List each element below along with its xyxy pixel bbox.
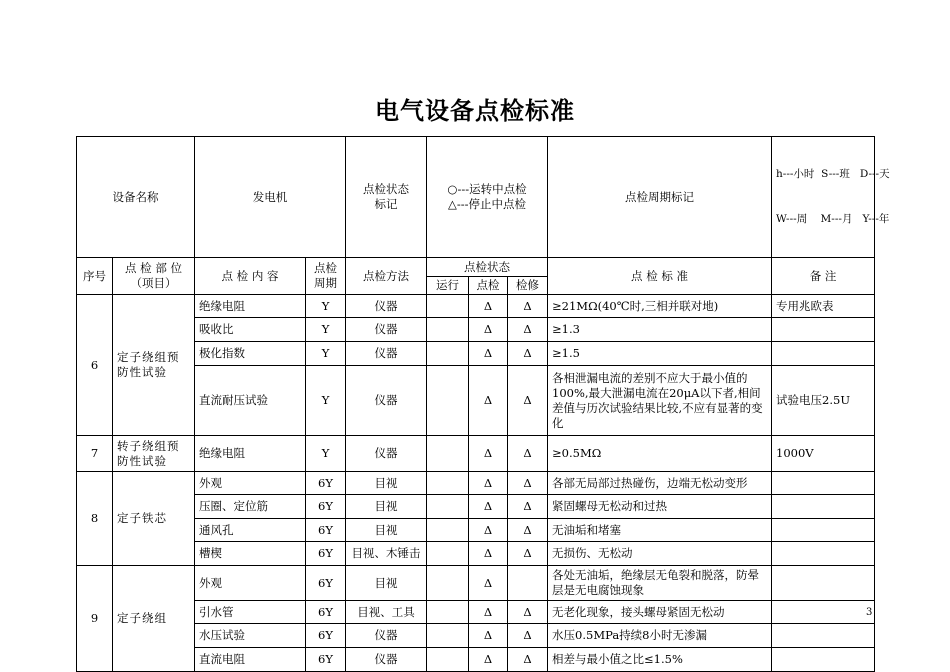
col-part: 点 检 部 位 （项目） xyxy=(113,258,195,295)
remark-cell xyxy=(772,566,875,601)
col-standard: 点 检 标 准 xyxy=(548,258,772,295)
col-seq: 序号 xyxy=(77,258,113,295)
part-cell: 定子铁芯 xyxy=(113,472,195,566)
state-repair-cell: Δ xyxy=(508,542,548,566)
state-mark-values: ○---运转中点检 △---停止中点检 xyxy=(427,137,548,258)
state-run-cell xyxy=(427,624,469,648)
state-check-cell: Δ xyxy=(469,566,508,601)
state-run-cell xyxy=(427,519,469,542)
standard-cell: 相差与最小值之比≤1.5% xyxy=(548,648,772,672)
state-check-cell: Δ xyxy=(469,495,508,519)
content-cell: 引水管 xyxy=(195,601,306,624)
device-name-label: 设备名称 xyxy=(77,137,195,258)
cycle-mark-label: 点检周期标记 xyxy=(548,137,772,258)
content-cell: 通风孔 xyxy=(195,519,306,542)
method-cell: 仪器 xyxy=(346,342,427,366)
standard-cell: 各处无油垢，绝缘层无龟裂和脱落，防晕层是无电腐蚀现象 xyxy=(548,566,772,601)
cycle-cell: 6Y xyxy=(306,472,346,495)
cycle-cell: Y xyxy=(306,436,346,472)
standard-cell: ≥0.5MΩ xyxy=(548,436,772,472)
state-check-cell: Δ xyxy=(469,519,508,542)
remark-cell xyxy=(772,472,875,495)
remark-cell xyxy=(772,318,875,342)
remark-cell xyxy=(772,519,875,542)
cycle-cell: 6Y xyxy=(306,542,346,566)
method-cell: 目视、木锤击 xyxy=(346,542,427,566)
state-check-cell: Δ xyxy=(469,648,508,672)
table-row xyxy=(77,436,875,472)
seq-cell: 9 xyxy=(77,566,113,672)
state-check-cell: Δ xyxy=(469,318,508,342)
state-run-cell xyxy=(427,342,469,366)
state-check-cell: Δ xyxy=(469,472,508,495)
state-repair-cell xyxy=(508,566,548,601)
content-cell: 直流电阻 xyxy=(195,648,306,672)
table-row xyxy=(77,601,875,624)
method-cell: 目视 xyxy=(346,566,427,601)
remark-cell: 专用兆欧表 xyxy=(772,295,875,318)
standard-cell: 紧固螺母无松动和过热 xyxy=(548,495,772,519)
table-row xyxy=(77,648,875,672)
method-cell: 目视 xyxy=(346,495,427,519)
col-state-run: 运行 xyxy=(427,277,469,295)
method-cell: 目视 xyxy=(346,472,427,495)
state-repair-cell: Δ xyxy=(508,342,548,366)
state-check-cell: Δ xyxy=(469,295,508,318)
cycle-cell: Y xyxy=(306,295,346,318)
state-mark-label: 点检状态 标记 xyxy=(346,137,427,258)
table-row xyxy=(77,318,875,342)
cycle-mark-values: h---小时 S---班 D---天 W---周 M---月 Y---年 xyxy=(772,137,875,258)
seq-cell: 7 xyxy=(77,436,113,472)
table-row xyxy=(77,472,875,495)
remark-cell xyxy=(772,495,875,519)
method-cell: 仪器 xyxy=(346,318,427,342)
remark-cell xyxy=(772,342,875,366)
remark-cell: 1000V xyxy=(772,436,875,472)
col-state-check: 点检 xyxy=(469,277,508,295)
cycle-cell: 6Y xyxy=(306,648,346,672)
method-cell: 仪器 xyxy=(346,648,427,672)
state-repair-cell: Δ xyxy=(508,472,548,495)
state-run-cell xyxy=(427,436,469,472)
state-run-cell xyxy=(427,566,469,601)
state-check-cell: Δ xyxy=(469,436,508,472)
content-cell: 外观 xyxy=(195,472,306,495)
state-repair-cell: Δ xyxy=(508,436,548,472)
cycle-cell: Y xyxy=(306,342,346,366)
state-repair-cell: Δ xyxy=(508,519,548,542)
content-cell: 直流耐压试验 xyxy=(195,366,306,436)
method-cell: 仪器 xyxy=(346,624,427,648)
state-repair-cell: Δ xyxy=(508,495,548,519)
content-cell: 绝缘电阻 xyxy=(195,295,306,318)
state-repair-cell: Δ xyxy=(508,601,548,624)
table-row xyxy=(77,366,875,436)
state-check-cell: Δ xyxy=(469,342,508,366)
method-cell: 仪器 xyxy=(346,295,427,318)
method-cell: 目视 xyxy=(346,519,427,542)
part-cell: 转子绕组预 防性试验 xyxy=(113,436,195,472)
table-row xyxy=(77,342,875,366)
method-cell: 目视、工具 xyxy=(346,601,427,624)
standard-cell: ≥1.5 xyxy=(548,342,772,366)
method-cell: 仪器 xyxy=(346,436,427,472)
cycle-cell: 6Y xyxy=(306,495,346,519)
state-check-cell: Δ xyxy=(469,366,508,436)
method-cell: 仪器 xyxy=(346,366,427,436)
cycle-cell: 6Y xyxy=(306,601,346,624)
remark-cell: 试验电压2.5U xyxy=(772,366,875,436)
state-run-cell xyxy=(427,601,469,624)
standard-cell: ≥21MΩ(40℃时,三相并联对地) xyxy=(548,295,772,318)
content-cell: 外观 xyxy=(195,566,306,601)
state-repair-cell: Δ xyxy=(508,648,548,672)
table-row xyxy=(77,624,875,648)
col-state-repair: 检修 xyxy=(508,277,548,295)
cycle-cell: 6Y xyxy=(306,624,346,648)
state-run-cell xyxy=(427,472,469,495)
content-cell: 水压试验 xyxy=(195,624,306,648)
table-row xyxy=(77,295,875,318)
seq-cell: 6 xyxy=(77,295,113,436)
seq-cell: 8 xyxy=(77,472,113,566)
table-row xyxy=(77,495,875,519)
remark-cell xyxy=(772,624,875,648)
state-run-cell xyxy=(427,366,469,436)
state-check-cell: Δ xyxy=(469,624,508,648)
remark-cell xyxy=(772,648,875,672)
standard-cell: 无老化现象，接头螺母紧固无松动 xyxy=(548,601,772,624)
col-content: 点 检 内 容 xyxy=(195,258,306,295)
column-header-row-1 xyxy=(77,258,875,277)
document-title: 电气设备点检标准 xyxy=(375,97,575,125)
table-row xyxy=(77,519,875,542)
content-cell: 压圈、定位筋 xyxy=(195,495,306,519)
content-cell: 槽楔 xyxy=(195,542,306,566)
content-cell: 吸收比 xyxy=(195,318,306,342)
part-cell: 定子绕组预 防性试验 xyxy=(113,295,195,436)
standard-cell: 无油垢和堵塞 xyxy=(548,519,772,542)
part-cell: 定子绕组 xyxy=(113,566,195,672)
state-check-cell: Δ xyxy=(469,601,508,624)
state-repair-cell: Δ xyxy=(508,624,548,648)
state-check-cell: Δ xyxy=(469,542,508,566)
standard-cell: 各部无局部过热碰伤，边端无松动变形 xyxy=(548,472,772,495)
standard-cell: 各相泄漏电流的差别不应大于最小值的100%,最大泄漏电流在20μA以下者,相间差值与历次试验结果比较,不应有显著的变化 xyxy=(548,366,772,436)
remark-cell xyxy=(772,542,875,566)
state-run-cell xyxy=(427,542,469,566)
state-repair-cell: Δ xyxy=(508,318,548,342)
content-cell: 绝缘电阻 xyxy=(195,436,306,472)
table-row xyxy=(77,566,875,601)
device-name-value: 发电机 xyxy=(195,137,346,258)
standard-cell: 无损伤、无松动 xyxy=(548,542,772,566)
header-row xyxy=(77,137,875,258)
cycle-cell: 6Y xyxy=(306,566,346,601)
standard-cell: ≥1.3 xyxy=(548,318,772,342)
state-run-cell xyxy=(427,318,469,342)
state-run-cell xyxy=(427,648,469,672)
col-state: 点检状态 xyxy=(427,258,548,277)
standard-cell: 水压0.5MPa持续8小时无渗漏 xyxy=(548,624,772,648)
col-cycle: 点检 周期 xyxy=(306,258,346,295)
cycle-cell: Y xyxy=(306,318,346,342)
col-remark: 备 注 xyxy=(772,258,875,295)
content-cell: 极化指数 xyxy=(195,342,306,366)
cycle-cell: 6Y xyxy=(306,519,346,542)
cycle-cell: Y xyxy=(306,366,346,436)
page-number: 3 xyxy=(866,607,873,618)
state-run-cell xyxy=(427,495,469,519)
remark-cell xyxy=(772,601,875,624)
state-repair-cell: Δ xyxy=(508,295,548,318)
inspection-standard-table xyxy=(76,136,890,672)
col-method: 点检方法 xyxy=(346,258,427,295)
state-run-cell xyxy=(427,295,469,318)
state-repair-cell: Δ xyxy=(508,366,548,436)
table-row xyxy=(77,542,875,566)
